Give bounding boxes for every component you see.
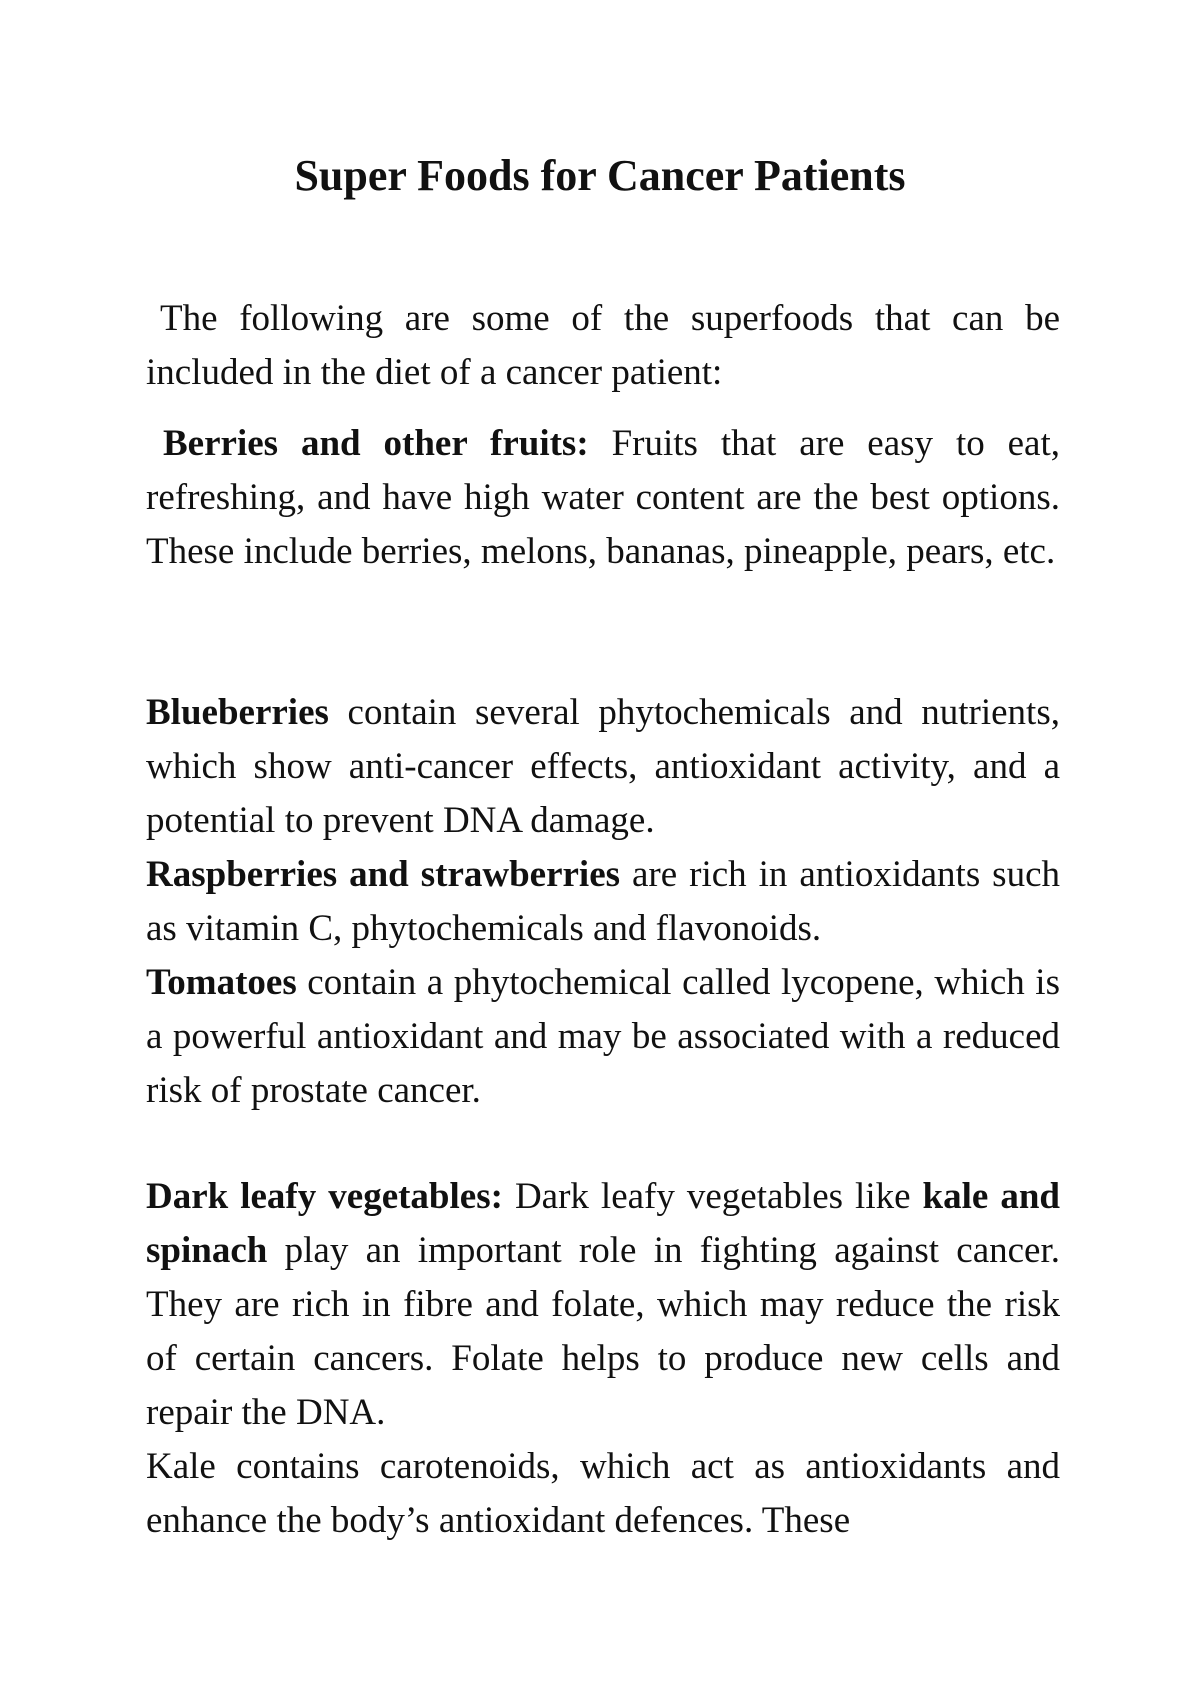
blueberries-paragraph [146,686,1060,848]
kale-paragraph: Kale contains carotenoids, which act as antioxidants and enhance the body’s antioxidant defences. These [146,1446,1060,1541]
kale-spinach-emphasis: kale and spinach [146,1176,1060,1271]
tomatoes-heading: Tomatoes [146,962,297,1003]
tomatoes-text: contain a phytochemical called lycopene, which is a powerful antioxidant and may be associated with a reduced risk of prostate cancer. [146,962,1060,1111]
raspberries-paragraph [146,848,1060,956]
leafy-vegetables-heading: Dark leafy vegetables: [146,1176,503,1217]
tomatoes-paragraph [146,956,1060,1118]
blueberries-heading: Blueberries [146,692,329,733]
blueberries-text: contain several phytochemicals and nutrients, which show anti-cancer effects, antioxidant activity, and a potential to prevent DNA damage. [146,692,1060,841]
berries-paragraph [146,417,1060,579]
raspberries-text: are rich in antioxidants such as vitamin C, phytochemicals and flavonoids. [146,854,1060,949]
raspberries-heading: Raspberries and strawberries [146,854,621,895]
intro-paragraph: The following are some of the superfoods that can be included in the diet of a cancer patient: [146,298,1060,393]
leafy-vegetables-paragraph [146,1170,1060,1440]
leafy-vegetables-text-start: Dark leafy vegetables like [502,1176,923,1217]
berries-heading: Berries and other fruits: [163,423,589,464]
document-title: Super Foods for Cancer Patients [294,151,906,200]
leafy-vegetables-text-end: play an important role in fighting against cancer. They are rich in fibre and folate, which may reduce the risk of certain cancers. Folate helps to produce new cells and repair the DNA. [146,1230,1060,1433]
berries-text: Fruits that are easy to eat, refreshing, and have high water content are the best options. These include berries, melons, bananas, pineapple, pears, etc. [146,423,1061,572]
